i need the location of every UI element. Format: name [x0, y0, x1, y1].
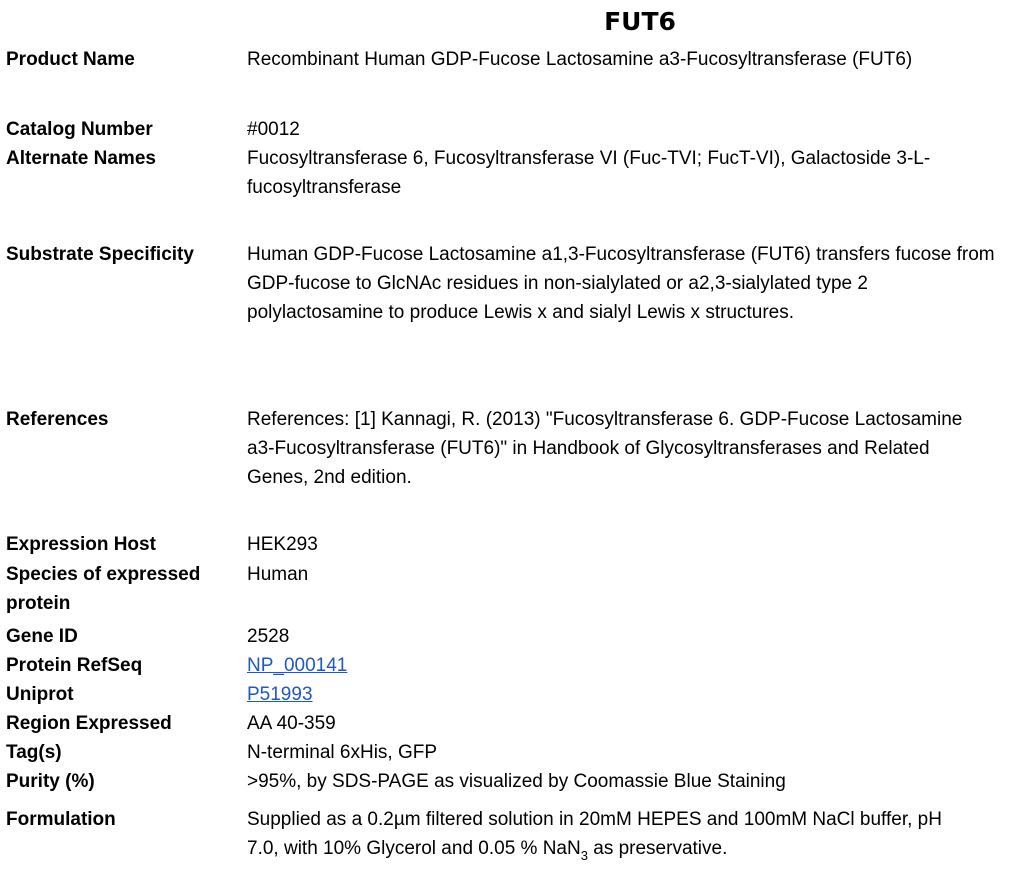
- region-expressed-value: AA 40-359: [247, 713, 336, 734]
- alternate-names-label: Alternate Names: [6, 148, 156, 169]
- substrate-specificity-label: Substrate Specificity: [6, 244, 194, 265]
- tags-value: N-terminal 6xHis, GFP: [247, 742, 438, 763]
- protein-refseq-value: [247, 651, 1007, 680]
- protein-refseq-label: Protein RefSeq: [6, 655, 143, 676]
- gene-id-value: 2528: [247, 626, 290, 647]
- formulation-subscript: 3: [580, 847, 588, 863]
- expression-host-label: Expression Host: [6, 534, 156, 555]
- formulation-label: Formulation: [6, 809, 116, 830]
- region-expressed-label: Region Expressed: [6, 713, 172, 734]
- species-value: Human: [247, 564, 309, 585]
- alternate-names-value: Fucosyltransferase 6, Fucosyltransferase VI (Fuc-TVI; FucT-VI), Galactoside 3-L-fucosyltransferase: [247, 148, 931, 198]
- formulation-text-end: as preservative.: [587, 838, 728, 859]
- product-name-label: Product Name: [6, 49, 135, 70]
- purity-value: >95%, by SDS-PAGE as visualized by Coomassie Blue Staining: [247, 771, 786, 792]
- expression-host-value: HEK293: [247, 534, 318, 555]
- catalog-number-value: #0012: [247, 119, 300, 140]
- uniprot-label: Uniprot: [6, 684, 74, 705]
- purity-label: Purity (%): [6, 771, 95, 792]
- uniprot-value: [247, 680, 1007, 709]
- formulation-value: [247, 805, 967, 863]
- protein-refseq-link[interactable]: NP_000141: [247, 655, 348, 676]
- gene-id-label: Gene ID: [6, 626, 78, 647]
- references-value: References: [1] Kannagi, R. (2013) "Fucosyltransferase 6. GDP-Fucose Lactosamine a3-Fucosyltransferase (FUT6)" in Handbook of Glycosyltransferases and Related Genes, 2nd edition.: [247, 409, 963, 488]
- tags-label: Tag(s): [6, 742, 62, 763]
- uniprot-link[interactable]: P51993: [247, 684, 313, 705]
- species-label: Species of expressed protein: [6, 564, 201, 614]
- page-title: FUT6: [604, 7, 676, 36]
- references-label: References: [6, 409, 109, 430]
- formulation-text: Supplied as a 0.2µm filtered solution in 20mM HEPES and 100mM NaCl buffer, pH 7.0, with 10% Glycerol and 0.05 % NaN: [247, 809, 942, 859]
- product-name-value: Recombinant Human GDP-Fucose Lactosamine a3-Fucosyltransferase (FUT6): [247, 49, 913, 70]
- substrate-specificity-value: Human GDP-Fucose Lactosamine a1,3-Fucosyltransferase (FUT6) transfers fucose from GDP-fucose to GlcNAc residues in non-sialylated or a2,3-sialylated type 2 polylactosamine to produce Lewis x and sialyl Lewis x structures.: [247, 244, 995, 323]
- catalog-number-label: Catalog Number: [6, 119, 153, 140]
